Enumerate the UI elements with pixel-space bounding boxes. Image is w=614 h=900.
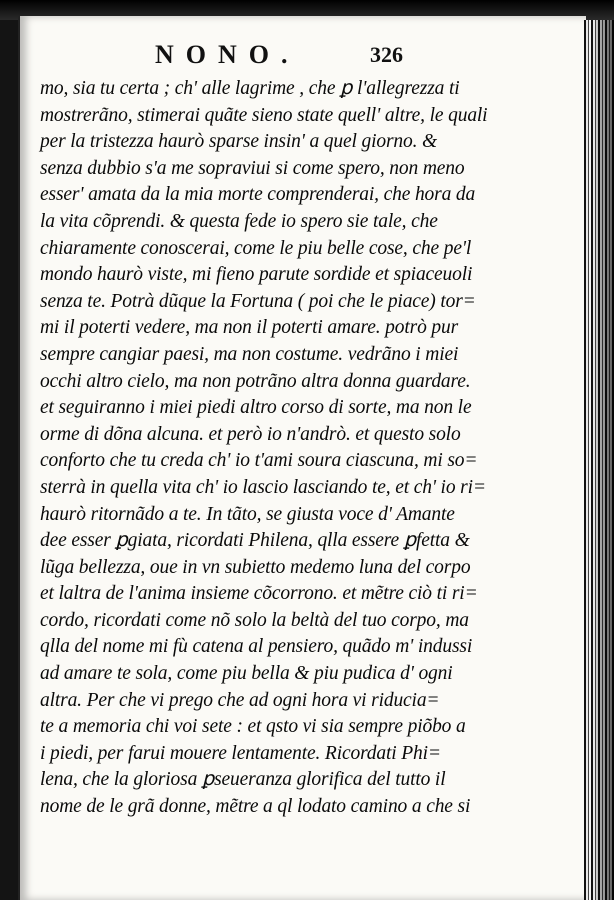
text-line: sempre cangiar paesi, ma non costume. vedrãno i miei xyxy=(40,343,459,365)
text-line: mondo haurò viste, mi fieno parute sordide et spiaceuoli xyxy=(40,264,473,286)
page-number: 326 xyxy=(370,42,403,67)
text-line: haurò ritornãdo a te. In tãto, se giusta voce d' Amante xyxy=(40,503,455,525)
text-line: lũga bellezza, oue in vn subietto medemo luna del corpo xyxy=(40,556,471,578)
text-line: orme di dõna alcuna. et però io n'andrò. et questo solo xyxy=(40,423,461,445)
text-line: senza te. Potrà dũque la Fortuna ( poi che le piace) tor= xyxy=(40,290,476,312)
text-line: occhi altro cielo, ma non potrãno altra donna guardare. xyxy=(40,370,471,392)
page-edge-shadow xyxy=(596,20,614,900)
text-line: mostrerãno, stimerai quãte sieno state quell' altre, le quali xyxy=(40,104,488,126)
text-line: te a memoria chi voi sete : et qsto vi sia sempre piõbo a xyxy=(40,716,466,738)
text-line: et laltra de l'anima insieme cõcorrono. et mẽtre ciò ti ri= xyxy=(40,583,478,605)
text-line: senza dubbio s'a me sopraviui si come spero, non meno xyxy=(40,157,465,179)
text-line: lena, che la gloriosa ꝑseueranza glorifica del tutto il xyxy=(40,769,446,791)
text-line: per la tristezza haurò sparse insin' a quel giorno. & xyxy=(40,131,438,153)
text-line: chiaramente conoscerai, come le piu belle cose, che pe'l xyxy=(40,237,472,259)
text-line: dee esser ꝑgiata, ricordati Philena, qlla essere ꝑfetta & xyxy=(40,530,470,552)
text-line: et seguiranno i miei piedi altro corso di sorte, ma non le xyxy=(40,397,472,419)
text-line: nome de le grã donne, mẽtre a ql lodato camino a che si xyxy=(40,796,471,818)
text-line: la vita cõprendi. & questa fede io spero sie tale, che xyxy=(40,210,438,232)
text-line: mo, sia tu certa ; ch' alle lagrime , che ꝑ l'allegrezza ti xyxy=(40,78,460,99)
text-line: esser' amata da la mia morte comprenderai, che hora da xyxy=(40,184,476,206)
running-head: NONO. xyxy=(155,40,300,69)
text-line: qlla del nome mi fù catena al pensiero, quãdo m' indussi xyxy=(40,636,473,658)
text-line: sterrà in quella vita ch' io lascio lasciando te, et ch' io ri= xyxy=(40,476,486,498)
text-line: mi il poterti vedere, ma non il poterti amare. potrò pur xyxy=(40,317,459,339)
text-line: altra. Per che vi prego che ad ogni hora vi riducia= xyxy=(40,689,440,711)
body-text xyxy=(40,76,560,821)
text-line: cordo, ricordati come nõ solo la beltà del tuo corpo, ma xyxy=(40,609,469,631)
text-line: i piedi, per farui mouere lentamente. Ricordati Phi= xyxy=(40,742,441,764)
text-line: ad amare te sola, come piu bella & piu pudica d' ogni xyxy=(40,663,453,685)
text-line: conforto che tu creda ch' io t'ami soura ciascuna, mi so= xyxy=(40,450,478,472)
